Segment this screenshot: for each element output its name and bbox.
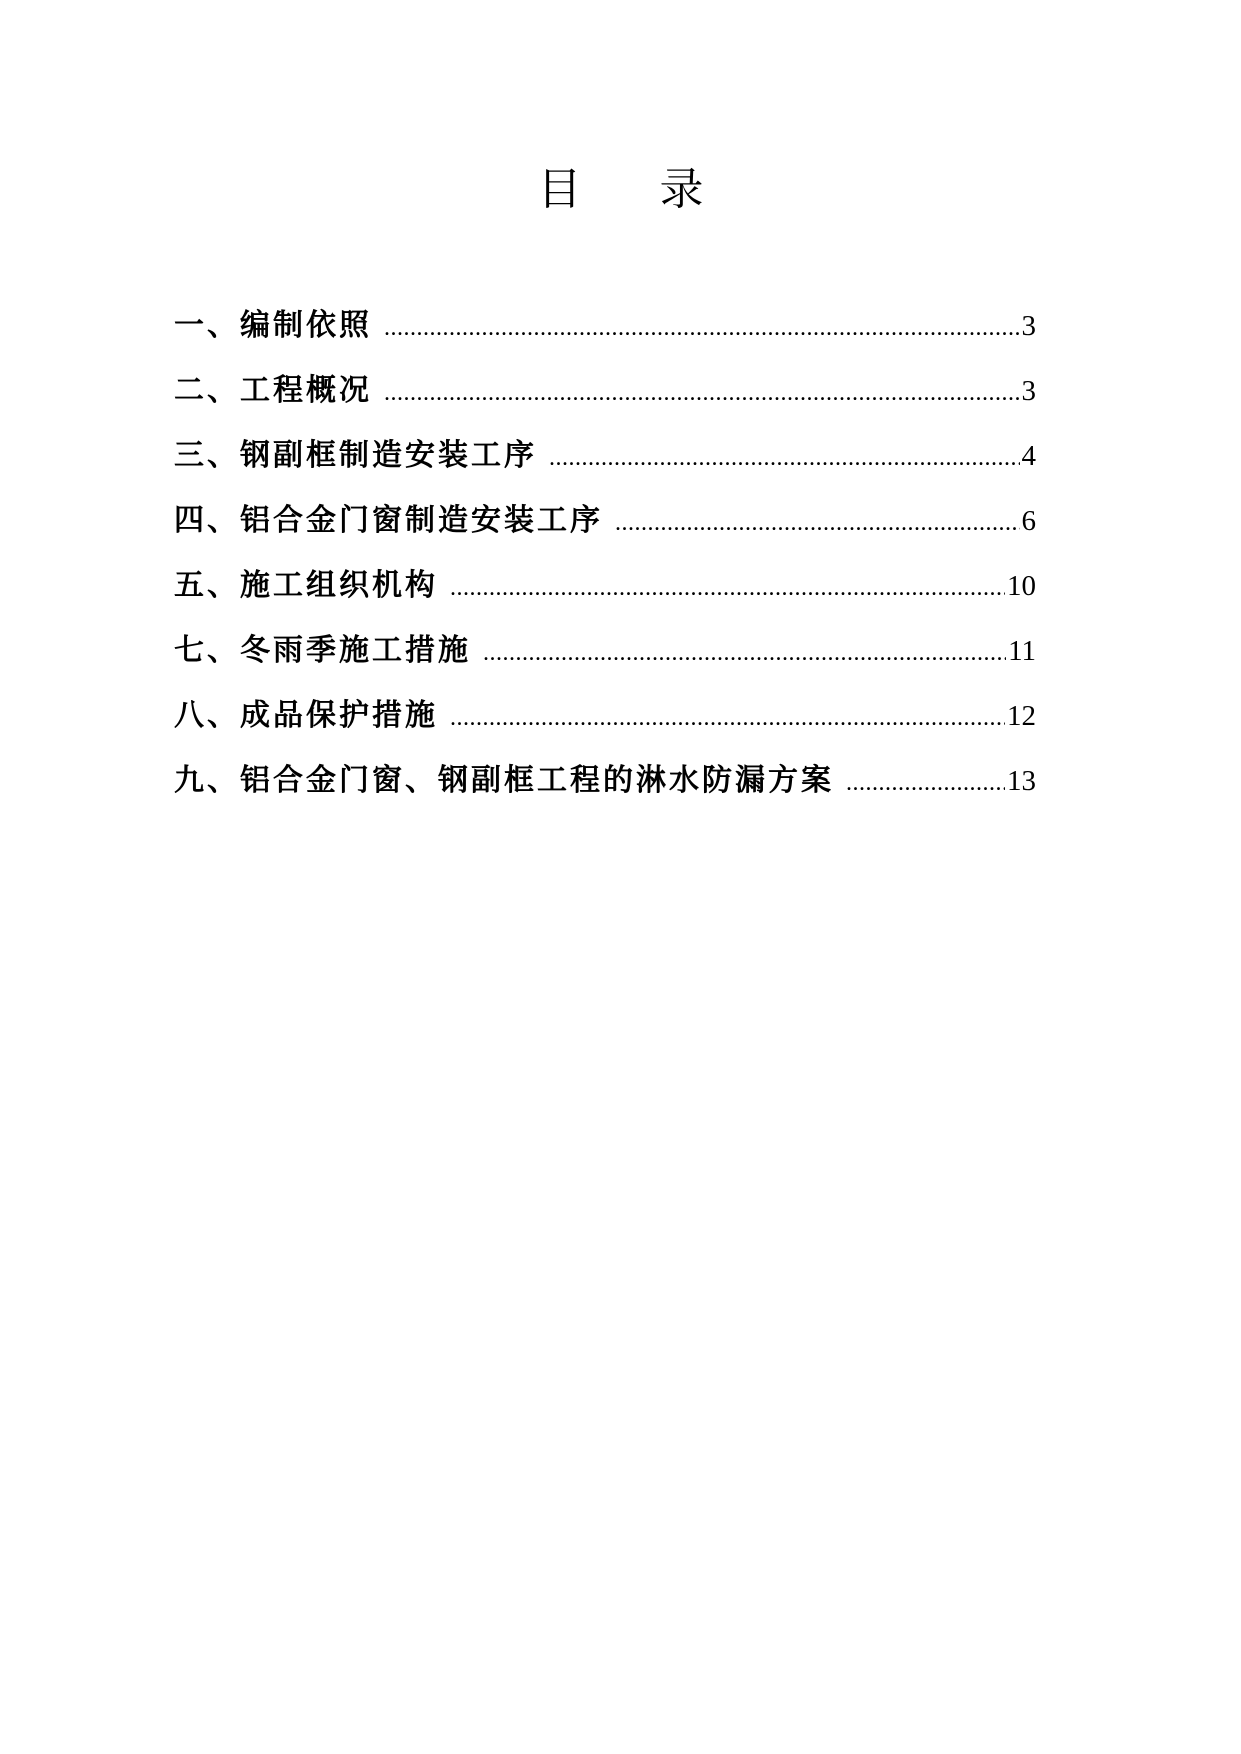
toc-entry-label: 一、编制依照 (174, 308, 372, 343)
toc-entry[interactable] (174, 430, 1036, 495)
toc-dot-leader (450, 705, 1005, 732)
toc-entry-label: 二、工程概况 (174, 373, 372, 408)
toc-dot-leader (384, 380, 1020, 407)
toc-entry-label: 七、冬雨季施工措施 (174, 633, 471, 668)
toc-entry[interactable] (174, 560, 1036, 625)
toc-entry-label: 九、铝合金门窗、钢副框工程的淋水防漏方案 (174, 763, 834, 798)
toc-dot-leader (615, 510, 1020, 537)
toc-page-number: 4 (1021, 440, 1036, 472)
toc-page-number: 3 (1021, 310, 1036, 342)
toc-dot-leader (384, 315, 1020, 342)
toc-entry[interactable] (174, 495, 1036, 560)
toc-entry-label: 五、施工组织机构 (174, 568, 438, 603)
toc-page-number: 3 (1021, 375, 1036, 407)
toc-dot-leader (483, 640, 1006, 667)
toc-page-number: 11 (1008, 635, 1036, 667)
toc-dot-leader (549, 445, 1020, 472)
toc-entry-label: 四、铝合金门窗制造安装工序 (174, 503, 603, 538)
toc-dot-leader (450, 575, 1005, 602)
toc-entry[interactable] (174, 755, 1036, 820)
page-title: 目 录 (537, 164, 736, 215)
toc-page-number: 10 (1007, 570, 1036, 602)
toc-entry[interactable] (174, 300, 1036, 365)
toc-page-number: 13 (1007, 765, 1036, 797)
toc-entry-label: 三、钢副框制造安装工序 (174, 438, 537, 473)
toc-entry[interactable] (174, 625, 1036, 690)
table-of-contents (174, 300, 1036, 820)
toc-page-number: 6 (1021, 505, 1036, 537)
toc-entry[interactable] (174, 365, 1036, 430)
toc-page-number: 12 (1007, 700, 1036, 732)
toc-entry-label: 八、成品保护措施 (174, 698, 438, 733)
toc-dot-leader (846, 770, 1005, 797)
toc-entry[interactable] (174, 690, 1036, 755)
